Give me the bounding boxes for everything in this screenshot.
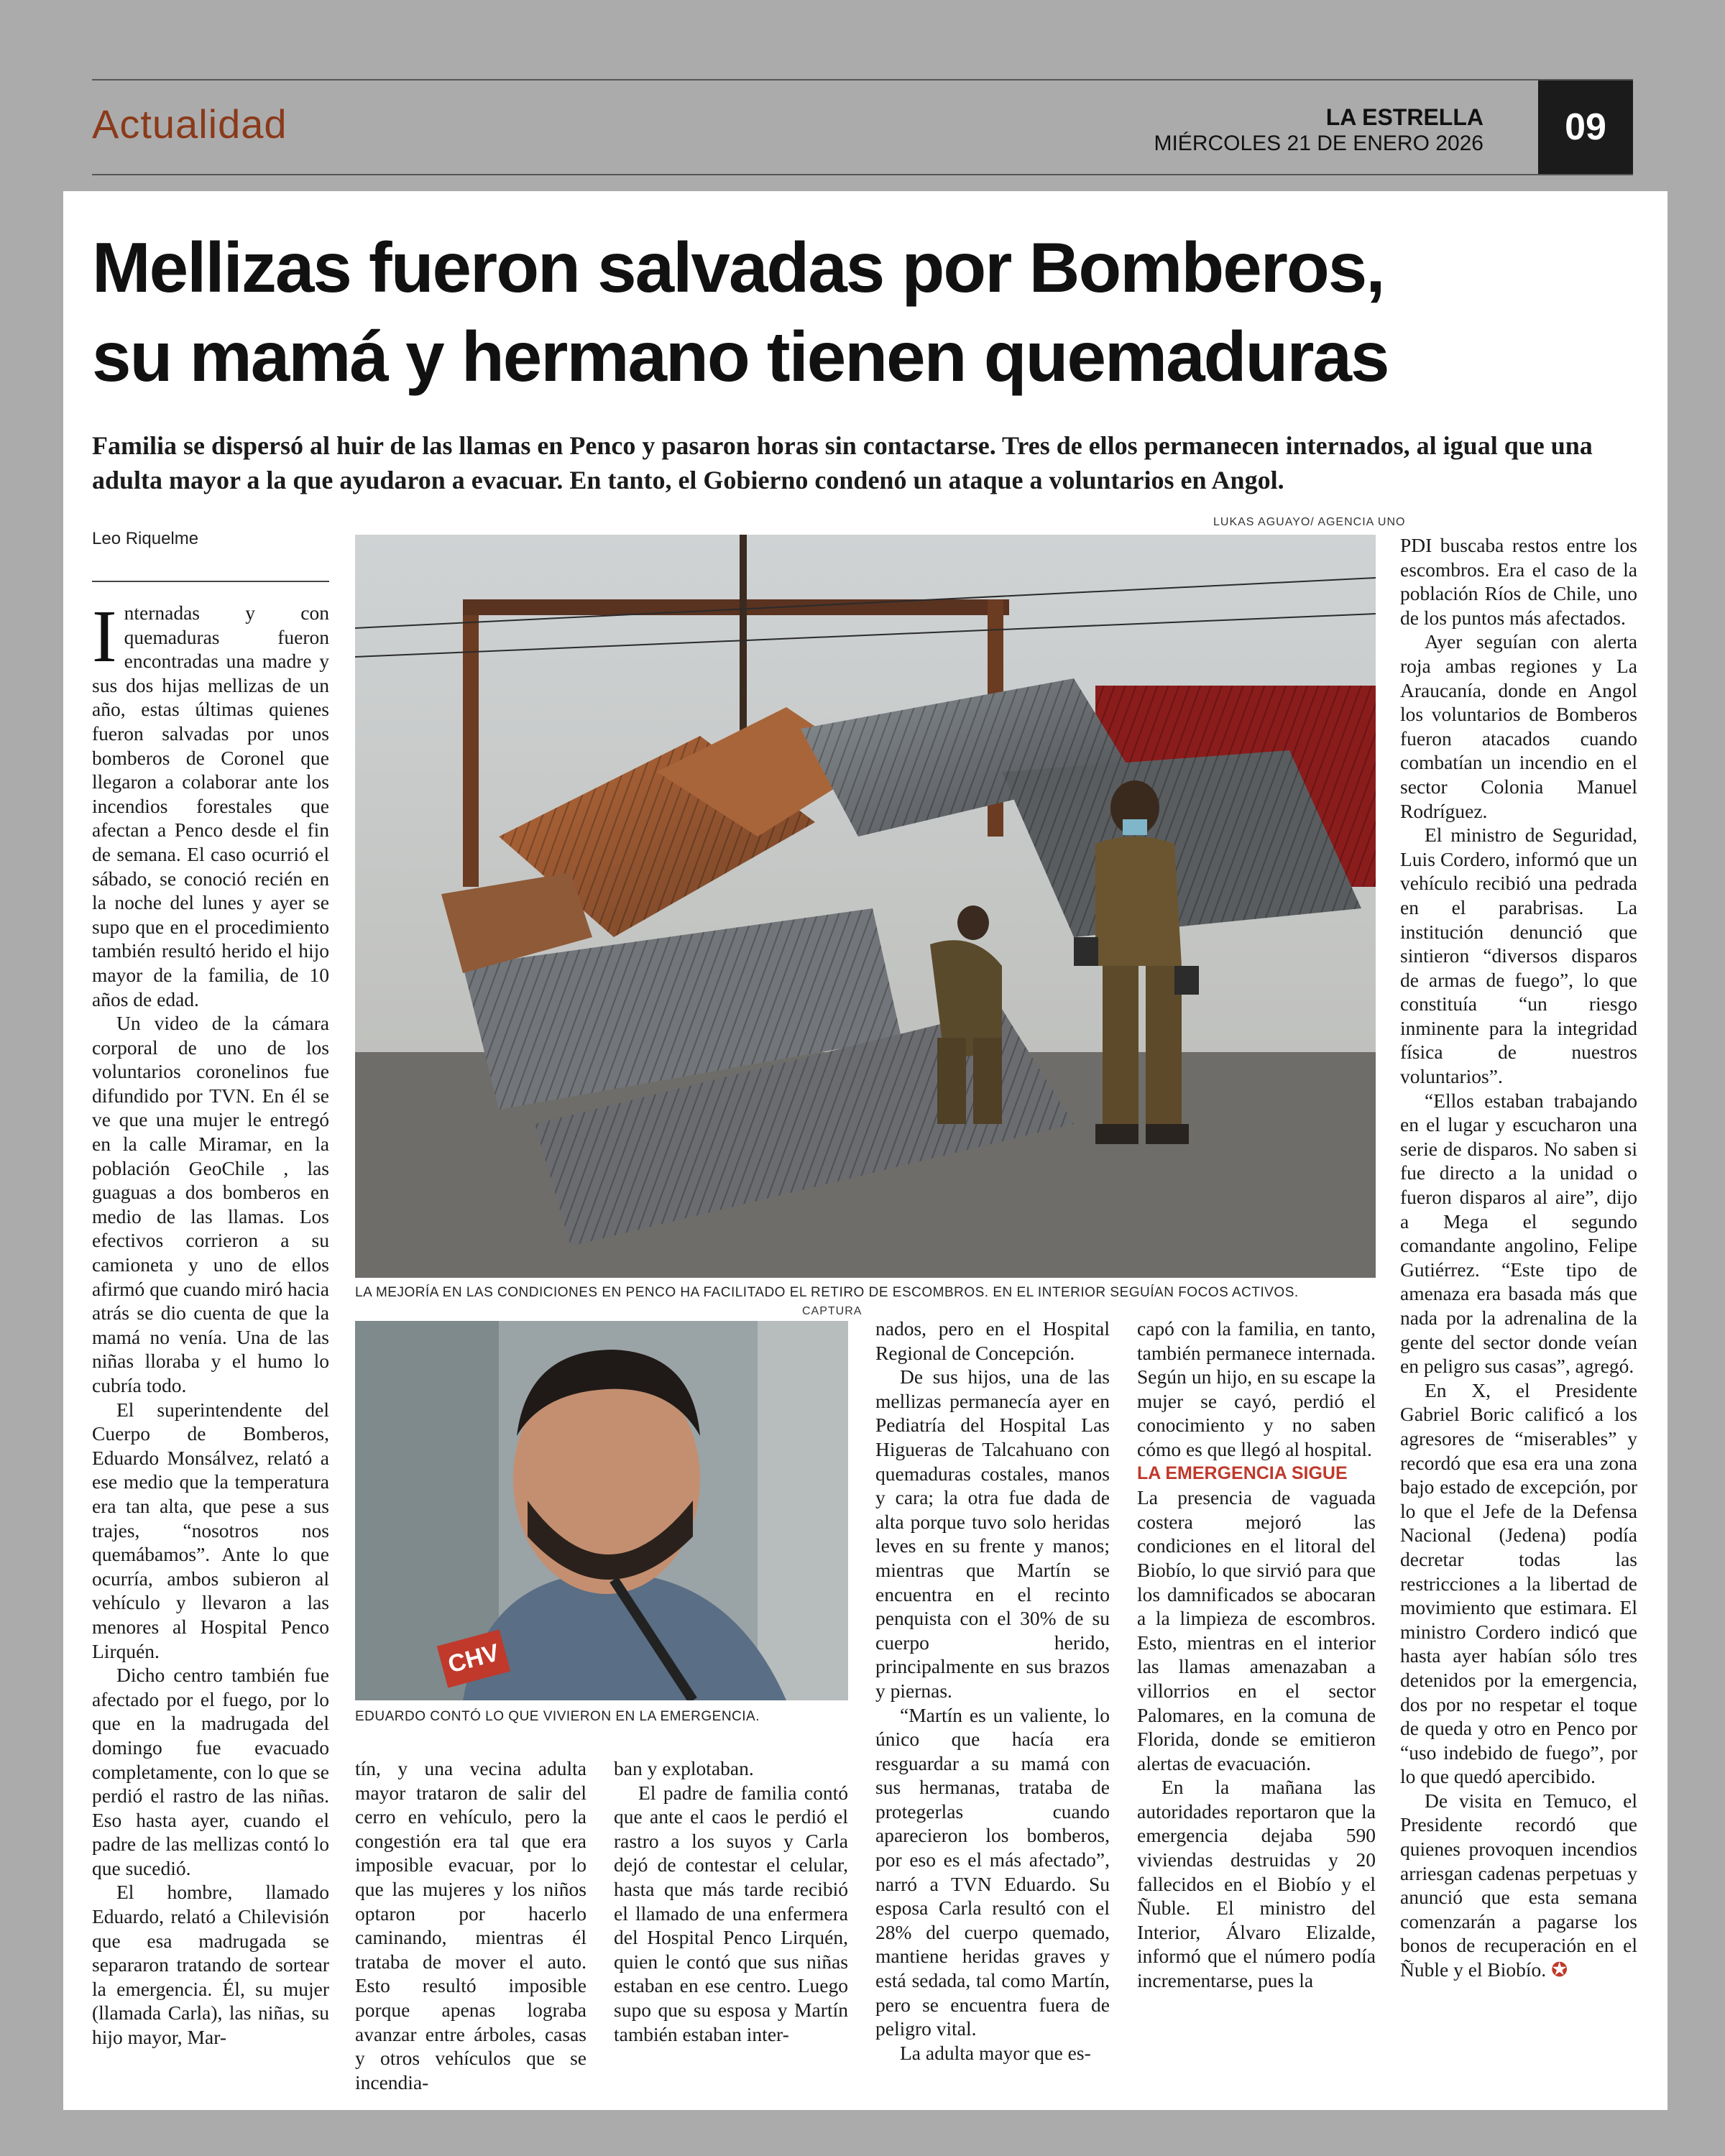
paragraph: El ministro de Seguridad, Luis Cordero, informó que un vehículo recibió una pedrada en el parabrisas. La institución denunció que sintieron “diversos disparos de armas de fuego”, lo que constituía “un riesgo inminente para la integridad física de nuestros voluntarios”. — [1400, 824, 1637, 1088]
photo2-credit: CAPTURA — [802, 1305, 862, 1317]
paragraph: Ayer seguían con alerta roja ambas regiones y La Araucanía, donde en Angol los voluntarios de Bomberos fueron atacados cuando combatían un incendio en el sector Colonia Manuel Rodríguez. — [1400, 630, 1637, 822]
column-4 — [875, 1317, 1110, 2065]
paragraph: En X, el Presidente Gabriel Boric calificó a los agresores de “miserables” y recordó que esa era una zona bajo estado de excepción, por lo que el Jefe de la Defensa Nacional (Jedena) podía decretar todas las restricciones a la libertad de movimiento que estimara. El ministro Cordero indicó que hasta ayer habían sólo tres detenidos por la emergencia, dos por no respetar el toque de queda y otro en Penco por “uso indebido de fuego”, por lo que quedó apercibido. — [1400, 1378, 1637, 1788]
page-number: 09 — [1538, 80, 1633, 174]
paragraph-text: De visita en Temuco, el Presidente recordó que quienes provoquen incendios arriesgan cadenas perpetuas y anunció que esta semana comenzarán a pagarse los bonos de recuperación en el Ñuble y el Biobío. — [1400, 1789, 1637, 1981]
section-label: Actualidad — [92, 101, 288, 147]
interview-photo-image — [355, 1321, 848, 1700]
column-3 — [614, 1756, 848, 2046]
header-top-rule — [92, 79, 1633, 80]
byline-rule — [92, 581, 329, 582]
paper-name: LA ESTRELLA — [1325, 104, 1484, 130]
paragraph: Dicho centro también fue afectado por el fuego, por lo que en la madrugada del domingo fue evacuado completamente, con lo que se perdió el rastro de las niñas. Eso hasta ayer, cuando el padre de las mellizas contó lo que sucedió. — [92, 1664, 329, 1879]
paragraph — [1400, 1789, 1637, 1982]
interview-photo — [355, 1321, 848, 1700]
paragraph — [92, 595, 329, 1011]
column-2 — [355, 1756, 586, 2094]
photo1-caption: LA MEJORÍA EN LAS CONDICIONES EN PENCO HA FACILITADO EL RETIRO DE ESCOMBROS. EN EL INTERIOR SEGUÍAN FOCOS ACTIVOS. — [355, 1285, 1299, 1300]
drop-cap: I — [92, 595, 117, 678]
paragraph: capó con la familia, en tanto, también permanece internada. Según un hijo, en su escape la mujer se cayó, perdió el conocimiento y no saben cómo es que llegó al hospital. — [1137, 1317, 1376, 1460]
header-bottom-rule — [92, 174, 1633, 175]
paragraph: El hombre, llamado Eduardo, relató a Chilevisión que esa madrugada se separaron tratando de sortear la emergencia. Él, su mujer (llamada Carla), las niñas, su hijo mayor, Mar- — [92, 1881, 329, 2049]
paragraph: ban y explotaban. — [614, 1757, 754, 1779]
paragraph: PDI buscaba restos entre los escombros. Era el caso de la población Ríos de Chile, uno de los puntos más afectados. — [1400, 534, 1637, 629]
paragraph: Un video de la cámara corporal de uno de los voluntarios coronelinos fue difundido por TVN. En él se ve que una mujer le entregó en la calle Miramar, en la población GeoChile , las guaguas a dos bomberos en medio de las llamas. Los efectivos corrieron a su camioneta y uno de ellos afirmó que cuando miró hacia atrás se dio cuenta de que la mamá no venía. Una de las niñas lloraba y el humo lo cubría todo. — [92, 1012, 329, 1396]
photo1-credit: LUKAS AGUAYO/ AGENCIA UNO — [1213, 516, 1406, 528]
subhead: LA EMERGENCIA SIGUE — [1137, 1462, 1348, 1483]
deck: Familia se dispersó al huir de las llamas en Penco y pasaron horas sin contactarse. Tres de ellos permanecen internados, al igual que una adulta mayor a la que ayudaron a evacuar. En tanto, el Gobierno condenó un ataque a voluntarios en Angol. — [92, 431, 1593, 494]
paragraph: La presencia de vaguada costera mejoró las condiciones en el litoral del Biobío, lo que sirvió para que los damnificados se abocaran a la limpieza de escombros. Esto, mientras en el interior las llamas amenazaban a villorrios en el sector Palomares, en la comuna de Florida, donde se emitieron alertas de evacuación. — [1137, 1486, 1376, 1774]
headline: Mellizas fueron salvadas por Bomberos, su mamá y hermano tienen quemaduras — [92, 228, 1389, 396]
main-photo-image — [355, 535, 1376, 1278]
paragraph: El superintendente del Cuerpo de Bomberos, Eduardo Monsálvez, relató a ese medio que la temperatura era tan alta, que pese a sus trajes, “nosotros nos quemábamos”. Ante lo que ocurría, ambos subieron al vehículo y llevaron a las menores al Hospital Penco Lirquén. — [92, 1398, 329, 1662]
paragraph: tín, y una vecina adulta mayor trataron de salir del cerro en vehículo, pero la congestión era tal que era imposible evacuar, por lo que las mujeres y los niños optaron por hacerlo caminando, mientras él trataba de mover el auto. Esto resultó imposible porque apenas lograba avanzar entre árboles, casas y otros vehículos que se incendia- — [355, 1757, 586, 2093]
column-5 — [1137, 1317, 1376, 1993]
paragraph: nados, pero en el Hospital Regional de Concepción. — [875, 1317, 1110, 1364]
paragraph: El padre de familia contó que ante el caos le perdió el rastro a los suyos y Carla dejó de contestar el celular, hasta que más tarde recibió el llamado de una enfermera del Hospital Penco Lirquén, quien le contó que sus niñas estaban en ese centro. Luego supo que su esposa y Martín también estaban inter- — [614, 1781, 848, 2045]
main-photo — [355, 535, 1376, 1278]
paragraph: En la mañana las autoridades reportaron que la emergencia dejaba 590 viviendas destruidas y 20 fallecidos en el Biobío y el Ñuble. El ministro del Interior, Álvaro Elizalde, informó que el número podía incrementarse, pues la — [1137, 1776, 1376, 1992]
column-1 — [92, 595, 329, 2050]
issue-date: MIÉRCOLES 21 DE ENERO 2026 — [1154, 132, 1484, 155]
paragraph: “Martín es un valiente, lo único que hacía era resguardar a su mamá con sus hermanas, trataba de protegerlas cuando aparecieron los bomberos, por eso es el más afectado”, narró a TVN Eduardo. Su esposa Carla resultó con el 28% del cuerpo quemado, mantiene heridas graves y está sedada, tal como Martín, pero se encuentra fuera de peligro vital. — [875, 1703, 1110, 2040]
end-mark-icon: ✪ — [1551, 1958, 1568, 1981]
byline: Leo Riquelme — [92, 529, 199, 548]
paragraph: “Ellos estaban trabajando en el lugar y escucharon una serie de disparos. No saben si fue directo a la unidad o fueron disparos al aire”, dijo a Mega el segundo comandante angolino, Felipe Gutiérrez. “Este tipo de amenaza era basada más que nada por la adrenalina de la gente del sector donde veían en peligro sus casas”, agregó. — [1400, 1089, 1637, 1378]
photo2-caption: EDUARDO CONTÓ LO QUE VIVIERON EN LA EMERGENCIA. — [355, 1709, 760, 1724]
article-sheet — [63, 191, 1668, 2110]
column-6 — [1400, 533, 1637, 1982]
microphone-label: CHV — [437, 1629, 510, 1687]
masthead — [1154, 103, 1484, 157]
paragraph-text: nternadas y con quemaduras fueron encontradas una madre y sus dos hijas mellizas de un año, estas últimas quienes fueron salvadas por unos bomberos de Coronel que llegaron a colaborar ante los incendios forestales que afectan a Penco desde el fin de semana. El caso ocurrió el sábado, se conoció recién en la noche del lunes y ayer se supo que en el procedimiento también resultó herido el hijo mayor de la familia, de 10 años de edad. — [92, 602, 329, 1010]
paragraph: De sus hijos, una de las mellizas permanecía ayer en Pediatría del Hospital Las Higueras de Talcahuano con quemaduras costales, manos y cara; la otra fue dada de alta porque tuvo solo heridas leves en su frente y manos; mientras que Martín se encuentra en el recinto penquista con el 30% de su cuerpo herido, principalmente en sus brazos y piernas. — [875, 1365, 1110, 1702]
paragraph: La adulta mayor que es- — [900, 2041, 1091, 2064]
